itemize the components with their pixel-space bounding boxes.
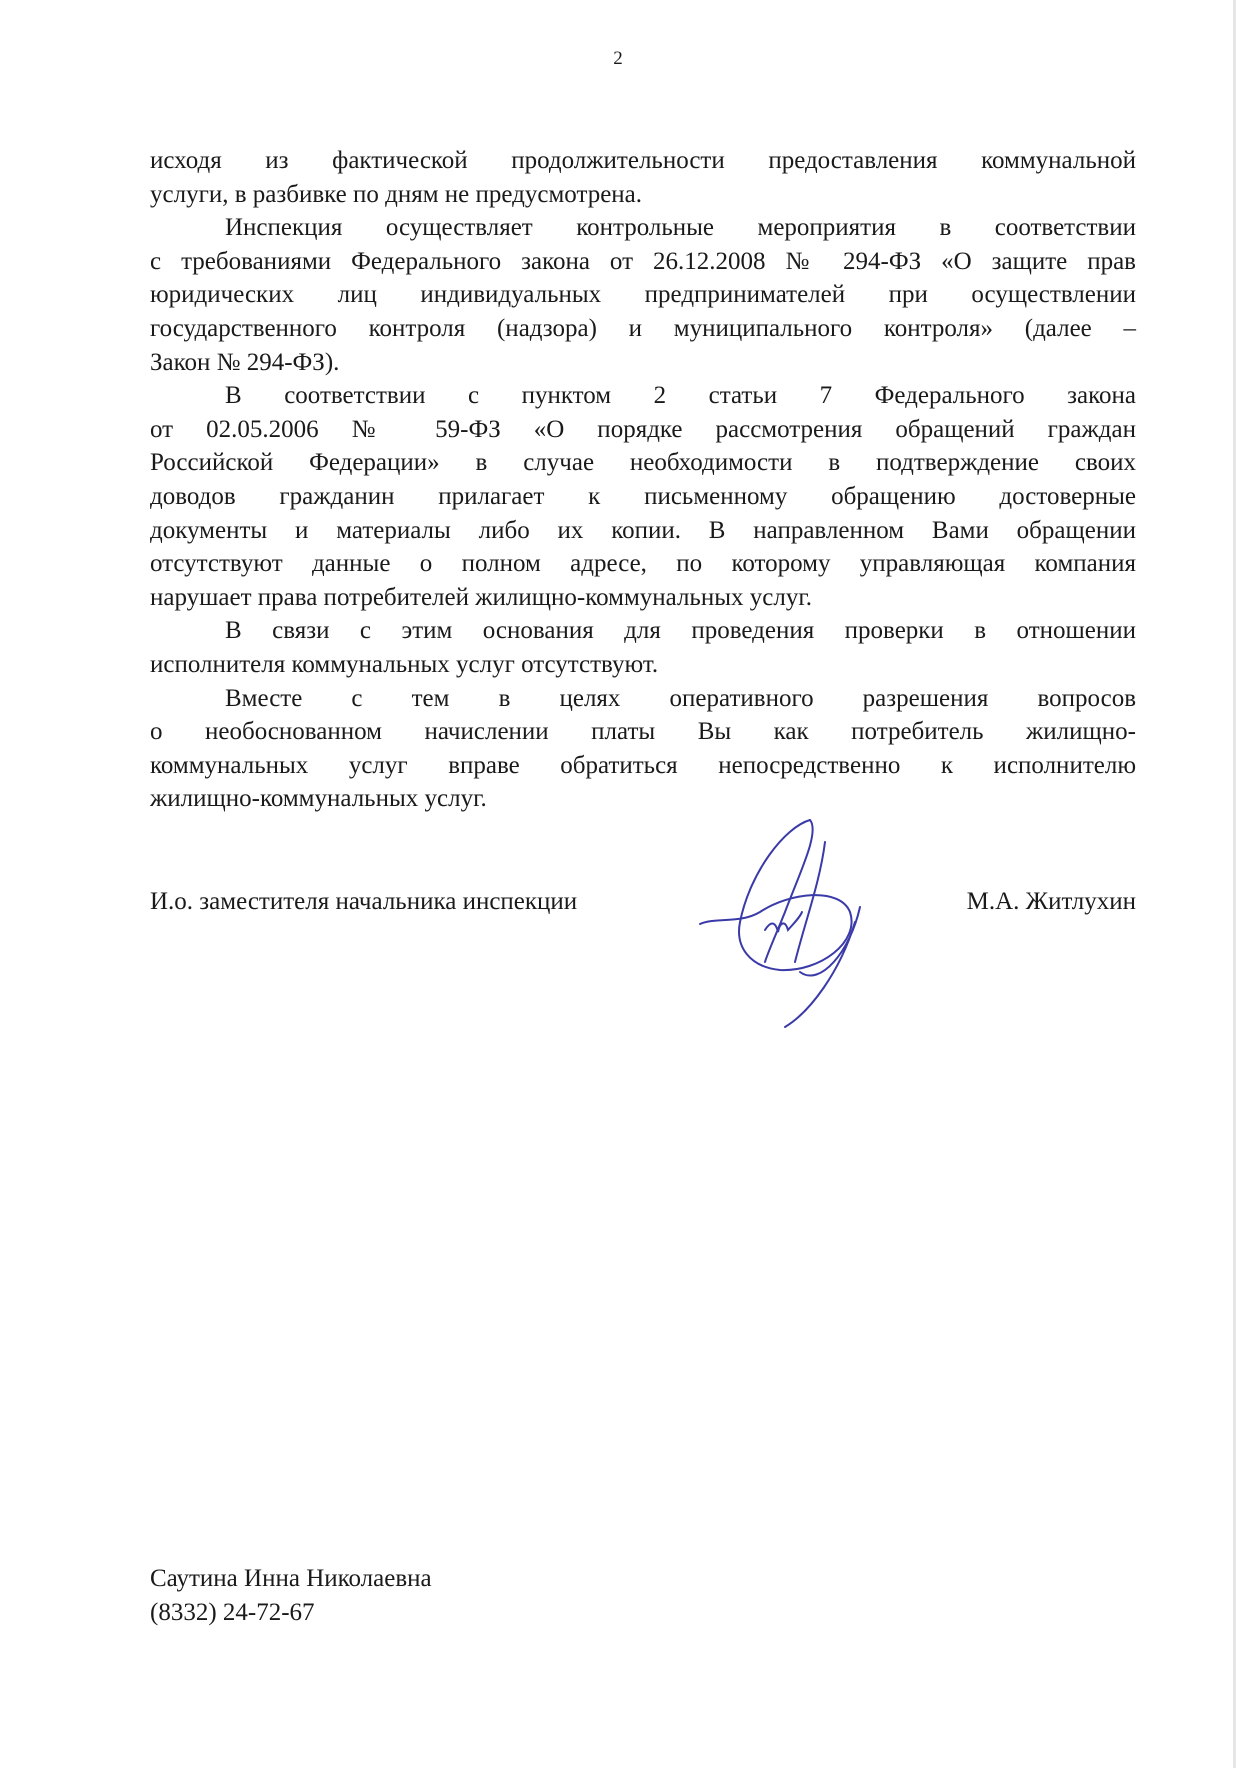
text-line: исполнителя коммунальных услуг отсутствуют. — [150, 650, 659, 678]
paragraph — [150, 379, 1136, 614]
text-line: Закон № 294-ФЗ). — [150, 348, 340, 376]
text-line: коммунальных услуг вправе обратиться непосредственно к исполнителю — [150, 751, 1136, 779]
text-line: Инспекция осуществляет контрольные мероприятия в соответствии — [225, 214, 1136, 242]
text-line: о необоснованном начислении платы Вы как потребитель жилищно- — [150, 718, 1136, 746]
signatory-position: И.о. заместителя начальника инспекции — [150, 888, 578, 915]
paragraph — [150, 144, 1136, 211]
text-line: В связи с этим основания для проведения проверки в отношении — [225, 617, 1136, 645]
contact-phone: (8332) 24-72-67 — [150, 1599, 315, 1626]
text-line: В соответствии с пунктом 2 статьи 7 Федерального закона — [225, 382, 1136, 410]
text-line: Вместе с тем в целях оперативного разрешения вопросов — [225, 684, 1136, 712]
text-line: услуги, в разбивке по дням не предусмотрена. — [150, 180, 643, 208]
text-line: от 02.05.2006 № 59-ФЗ «О порядке рассмотрения обращений граждан — [150, 415, 1136, 443]
paragraph — [150, 211, 1136, 379]
contact-block — [150, 1562, 432, 1630]
letter-body — [150, 144, 1136, 816]
paragraph — [150, 682, 1136, 816]
page-number: 2 — [613, 48, 623, 69]
text-line: государственного контроля (надзора) и муниципального контроля» (далее – — [150, 314, 1136, 342]
text-line: отсутствуют данные о полном адресе, по которому управляющая компания — [150, 550, 1136, 578]
text-line: Российской Федерации» в случае необходимости в подтверждение своих — [150, 449, 1136, 477]
signatory-name: М.А. Житлухин — [966, 888, 1136, 915]
text-line: документы и материалы либо их копии. В направленном Вами обращении — [150, 516, 1136, 544]
contact-name: Саутина Инна Николаевна — [150, 1565, 432, 1592]
text-line: с требованиями Федерального закона от 26.12.2008 № 294-ФЗ «О защите прав — [150, 247, 1136, 275]
text-line: жилищно-коммунальных услуг. — [150, 785, 487, 813]
text-line: юридических лиц индивидуальных предпринимателей при осуществлении — [150, 281, 1136, 309]
text-line: нарушает права потребителей жилищно-коммунальных услуг. — [150, 583, 813, 611]
text-line: исходя из фактической продолжительности предоставления коммунальной — [150, 147, 1136, 174]
text-line: доводов гражданин прилагает к письменному обращению достоверные — [150, 482, 1136, 510]
paragraph — [150, 614, 1136, 681]
handwritten-signature — [690, 812, 910, 1032]
